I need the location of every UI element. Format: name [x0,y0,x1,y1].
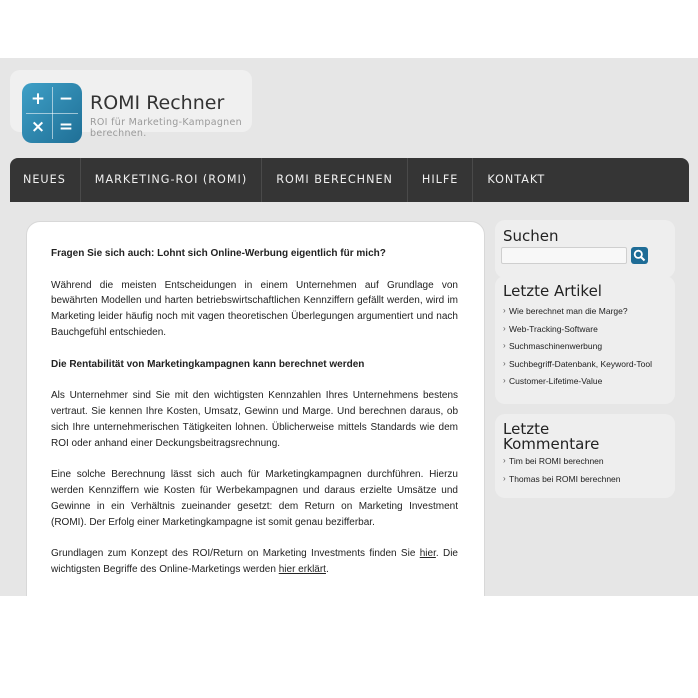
list-item[interactable]: › Wie berechnet man die Marge? [503,306,653,316]
nav-item-marketing-roi[interactable]: MARKETING-ROI (ROMI) [81,158,262,202]
nav-item-hilfe[interactable]: HILFE [408,158,473,202]
page-background [0,58,698,596]
list-item[interactable]: › Thomas bei ROMI berechnen [503,474,653,484]
search-input[interactable] [501,247,627,264]
main-content [26,221,485,596]
recent-comments-widget [495,414,675,498]
minus-icon: − [58,89,74,109]
site-tagline: ROI für Marketing-Kampagnen berechnen. [90,117,242,139]
list-item[interactable]: › Suchbegriff-Datenbank, Keyword-Tool [503,359,653,369]
recent-articles-list [503,306,653,394]
search-icon [633,249,646,262]
content-paragraph: Eine solche Berechnung lässt sich auch für Marketingkampagnen durchführen. Hierzu werden Kennziffern wie Kosten für Werbekampagnen und daraus erzielte Umsätze und Gewinne in ein Verhältnis zueinander gesetzt: dem Return on Marketing Investment (ROMI). Der Erfolg einer Marketingkampagne ist somit genau bezifferbar. [51,469,458,528]
search-widget-title: Suchen [503,227,559,245]
site-header[interactable] [10,70,252,139]
list-item[interactable]: › Tim bei ROMI berechnen [503,456,653,466]
equals-icon: = [58,117,74,137]
recent-comments-title: Letzte Kommentare [503,420,600,453]
paragraph-text: . Die wichtigsten Begriffe des Online-Marketings werden [51,548,458,575]
recent-comments-list [503,456,653,491]
site-title[interactable]: ROMI Rechner [90,92,225,114]
recent-articles-title: Letzte Artikel [503,282,602,300]
list-item[interactable]: › Customer-Lifetime-Value [503,376,653,386]
content-paragraph: Als Unternehmer sind Sie mit den wichtigsten Kennzahlen Ihres Unternehmens bestens vertraut. Sie kennen Ihre Kosten, Umsatz, Gewinn und Marge. Und berechnen daraus, ob sich Ihre unternehmerischen Tätigkeiten lohnen. Üblicherweise mittels Standards wie dem ROI oder anhand einer Deckungsbeitragsrechnung. [51,390,458,449]
calculator-logo-icon [22,83,82,143]
content-paragraph: Während die meisten Entscheidungen in einem Unternehmen auf Grundlage von bewährten Modellen und harten betriebswirtschaftlichen Kennziffern gefällt werden, wird im Marketing leider häufig noch mit vagen theoretischen Überlegungen argumentiert und nach Bauchgefühl entschieden. [51,279,458,338]
article-body [51,246,458,594]
main-navigation [10,158,689,202]
nav-item-romi-berechnen[interactable]: ROMI BERECHNEN [262,158,408,202]
paragraph-text: Grundlagen zum Konzept des ROI/Return on Marketing Investments finden Sie [51,548,420,560]
search-button[interactable] [631,247,648,264]
multiply-icon: × [30,117,46,137]
glossary-link[interactable]: hier erklärt [278,563,326,575]
list-item[interactable]: › Suchmaschinenwerbung [503,341,653,351]
paragraph-text: . [325,563,329,575]
content-paragraph [51,546,458,578]
content-heading: Die Rentabilität von Marketingkampagnen kann berechnet werden [51,358,365,370]
list-item[interactable]: › Web-Tracking-Software [503,324,653,334]
nav-item-kontakt[interactable]: KONTAKT [487,173,546,186]
plus-icon: + [30,89,46,109]
recent-articles-widget [495,276,675,404]
search-widget [495,220,675,278]
nav-item-neues[interactable]: NEUES [10,158,81,202]
basics-link[interactable]: hier [419,548,436,560]
content-heading: Fragen Sie sich auch: Lohnt sich Online-Werbung eigentlich für mich? [51,248,386,259]
